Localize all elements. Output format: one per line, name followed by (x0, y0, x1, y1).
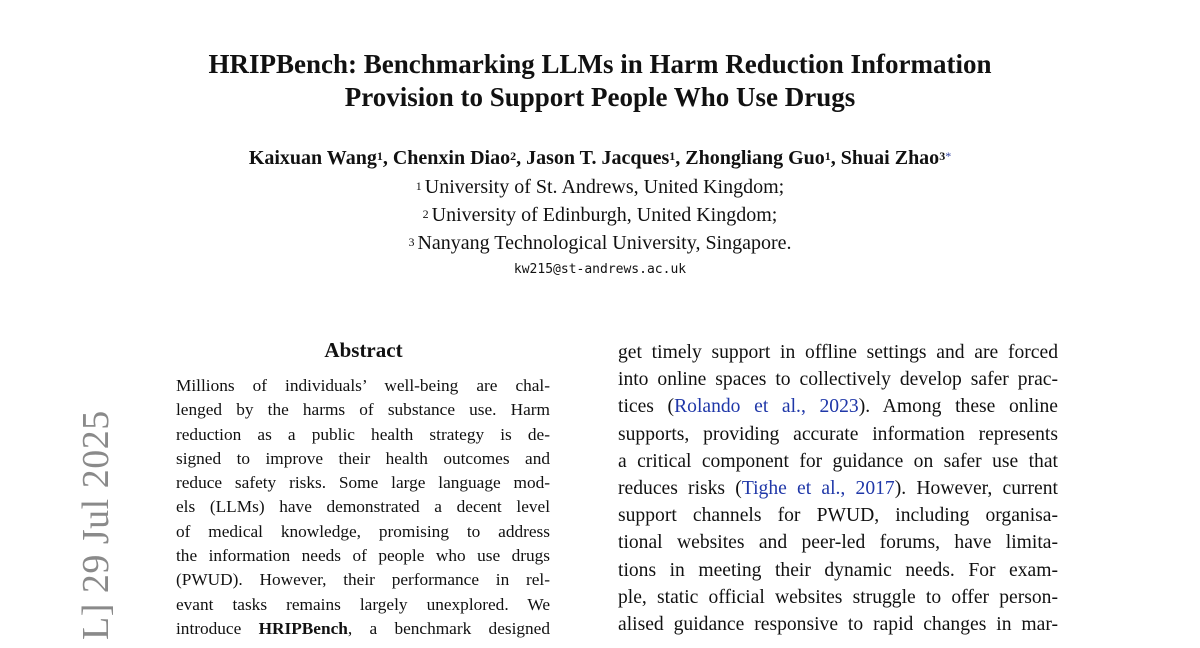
body-line: supports, providing accurate information represents (618, 423, 1058, 445)
affiliation-3: $^3$ Nanyang Technological University, Singapore. (408, 232, 792, 254)
author-3: Jason T. Jacques$^1$, (526, 147, 686, 169)
abstract-line: lenged by the harms of substance use. Harm (176, 400, 550, 420)
abstract-line: Millions of individuals’ well-being are chal- (176, 376, 550, 395)
abstract-line: (PWUD). However, their performance in rel- (176, 570, 550, 590)
abstract-line: signed to improve their health outcomes and (176, 448, 550, 468)
citation-link[interactable]: Rolando et al., 2023 (674, 396, 859, 418)
arxiv-bracket: L] (75, 603, 117, 640)
abstract-body (176, 374, 550, 641)
abstract-line: of medical knowledge, promising to address (176, 521, 550, 541)
contact-email: kw215@st-andrews.ac.uk (513, 262, 687, 277)
abstract-line: els (LLMs) have demonstrated a decent level (176, 497, 550, 517)
corresponding-author-mark[interactable]: * (945, 149, 952, 163)
body-line: tices (Rolando et al., 2023). Among these online (618, 396, 1058, 418)
author-2: Chenxin Diao$^2$, (392, 147, 527, 169)
affiliation-1: $^1$ University of St. Andrews, United Kingdom; (415, 176, 785, 198)
body-line: a critical component for guidance on safer use that (618, 450, 1058, 472)
author-5: Shuai Zhao$^{3*}$ (840, 147, 952, 169)
body-line: ple, static official websites struggle to offer person- (618, 586, 1058, 608)
benchmark-name: HRIPBench (258, 618, 348, 638)
body-line: get timely support in offline settings and are forced (618, 342, 1058, 363)
introduction-column (618, 339, 1058, 638)
abstract-line: evant tasks remains largely unexplored. We (176, 594, 550, 614)
body-line: into online spaces to collectively develop safer prac- (618, 369, 1058, 391)
author-1: Kaixuan Wang$^1$, (248, 147, 393, 169)
abstract-line: reduce safety risks. Some large language mod- (176, 473, 550, 493)
citation-link[interactable]: Tighe et al., 2017 (741, 478, 895, 500)
abstract-line: introduce HRIPBench, a benchmark designed (176, 618, 550, 638)
paper-title (0, 48, 1200, 114)
body-line: tions in meeting their dynamic needs. For exam- (618, 559, 1058, 581)
affiliations (0, 173, 1200, 257)
abstract-heading: Abstract (324, 338, 403, 362)
body-line: alised guidance responsive to rapid changes in mar- (618, 614, 1058, 636)
abstract-line: the information needs of people who use drugs (176, 546, 550, 566)
title-line-1: HRIPBench: Benchmarking LLMs in Harm Reduction Information (208, 49, 992, 79)
affiliation-2: $^2$ University of Edinburgh, United Kingdom; (422, 204, 778, 226)
abstract-line: reduction as a public health strategy is de- (176, 424, 550, 444)
body-line: tional websites and peer-led forums, have limita- (618, 532, 1058, 554)
title-line-2: Provision to Support People Who Use Drugs (344, 82, 856, 112)
arxiv-date: 29 Jul 2025 (75, 410, 117, 594)
author-4: Zhongliang Guo$^1$, (685, 147, 841, 169)
author-list (0, 145, 1200, 171)
arxiv-side-stamp (32, 400, 117, 648)
body-line: reduces risks (Tighe et al., 2017). However, current (618, 478, 1058, 500)
body-line: support channels for PWUD, including organisa- (618, 505, 1058, 527)
